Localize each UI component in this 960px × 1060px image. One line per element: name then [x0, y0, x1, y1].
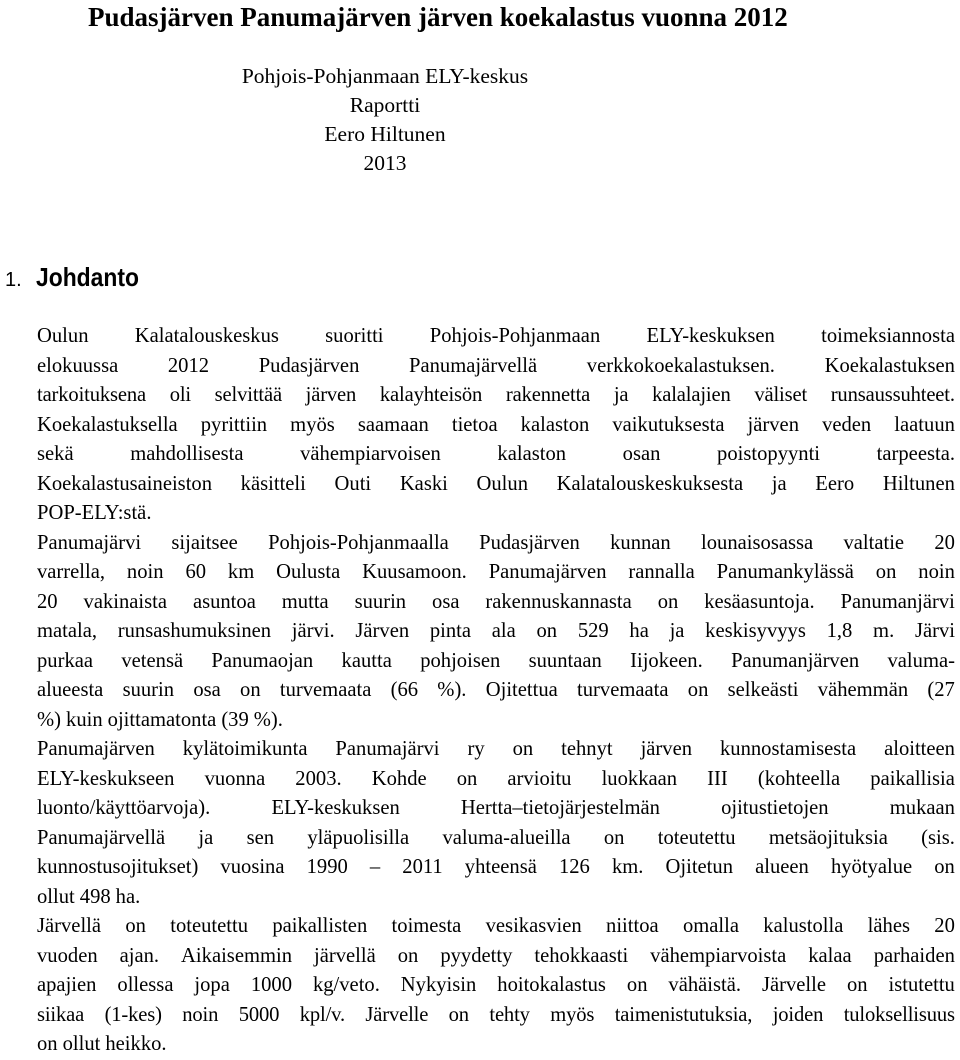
report-type: Raportti — [349, 93, 421, 117]
paragraph-line: tarkoituksena oli selvittää järven kalayhteisön rakennetta ja kalalajien väliset runsaussuhteet. — [37, 384, 955, 406]
paragraph-line: varrella, noin 60 km Oulusta Kuusamoon. Panumajärven rannalla Panumankylässä on noin — [37, 561, 955, 583]
paragraph-line: purkaa vetensä Panumaojan kautta pohjoisen suuntaan Iijokeen. Panumanjärven valuma- — [37, 649, 955, 672]
paragraph-line: vuoden ajan. Aikaisemmin järvellä on pyydetty tehokkaasti vähempiarvoista kalaa parhaiden — [37, 944, 955, 967]
paragraph — [37, 912, 955, 1060]
paragraph-line: matala, runsashumuksinen järvi. Järven pinta ala on 529 ha ja keskisyvyys 1,8 m. Järvi — [37, 620, 955, 642]
paragraph-line: Oulun Kalatalouskeskus suoritti Pohjois-Pohjanmaan ELY-keskuksen toimeksiannosta — [37, 325, 955, 347]
paragraph-line: Panumajärven kylätoimikunta Panumajärvi ry on tehnyt järven kunnostamisesta aloitteen — [37, 738, 955, 760]
paragraph — [37, 322, 955, 529]
paragraph-line: Järvellä on toteutettu paikallisten toimesta vesikasvien niittoa omalla kalustolla lähes 20 — [37, 915, 955, 937]
body-text — [37, 322, 955, 1060]
paragraph-line: POP-ELY:stä. — [37, 502, 152, 524]
paragraph-line: elokuussa 2012 Pudasjärven Panumajärvellä verkkokoekalastuksen. Koekalastuksen — [37, 354, 955, 377]
paragraph-line: alueesta suurin osa on turvemaata (66 %). Ojitettua turvemaata on selkeästi vähemmän (27 — [37, 679, 955, 701]
paragraph-line: apajien ollessa jopa 1000 kg/veto. Nykyisin hoitokalastus on vähäistä. Järvelle on istutettu — [37, 974, 955, 996]
paragraph — [37, 529, 955, 736]
section-number: 1. — [5, 269, 22, 291]
paragraph-line: siikaa (1-kes) noin 5000 kpl/v. Järvelle on tehty myös taimenistutuksia, joiden tuloksellisuus — [37, 1003, 955, 1026]
paragraph-line: ollut 498 ha. — [37, 885, 141, 908]
paragraph-line: 20 vakinaista asuntoa mutta suurin osa rakennuskannasta on kesäasuntoja. Panumanjärvi — [37, 590, 955, 613]
paragraph-line: luonto/käyttöarvoja). ELY-keskuksen Hertta–tietojärjestelmän ojitustietojen mukaan — [37, 797, 955, 819]
document-title: Pudasjärven Panumajärven järven koekalastus vuonna 2012 — [88, 2, 788, 32]
paragraph-line: Koekalastusaineiston käsitteli Outi Kaski Oulun Kalatalouskeskuksesta ja Eero Hiltunen — [37, 472, 955, 495]
paragraph-line: Panumajärvi sijaitsee Pohjois-Pohjanmaalla Pudasjärven kunnan lounaisosassa valtatie 20 — [37, 531, 955, 554]
paragraph-line: Panumajärvellä ja sen yläpuolisilla valuma-alueilla on toteutettu metsäojituksia (sis. — [37, 826, 955, 849]
section-heading — [5, 260, 153, 297]
paragraph-line: %) kuin ojittamatonta (39 %). — [37, 708, 283, 731]
paragraph-line: ELY-keskukseen vuonna 2003. Kohde on arvioitu luokkaan III (kohteella paikallisia — [37, 767, 955, 790]
organization-name: Pohjois-Pohjanmaan ELY-keskus — [241, 64, 529, 88]
report-year: 2013 — [363, 151, 407, 175]
paragraph-line: kunnostusojitukset) vuosina 1990 – 2011 yhteensä 126 km. Ojitetun alueen hyötyalue on — [37, 856, 955, 878]
author-name: Eero Hiltunen — [324, 122, 446, 146]
paragraph — [37, 735, 955, 912]
paragraph-line: Koekalastuksella pyrittiin myös saamaan tietoa kalaston vaikutuksesta järven veden laatuun — [37, 413, 955, 436]
paragraph-line: on ollut heikko. — [37, 1033, 167, 1055]
cover-block — [0, 62, 770, 178]
paragraph-line: sekä mahdollisesta vähempiarvoisen kalaston osan poistopyynti tarpeesta. — [37, 443, 955, 465]
section-title: Johdanto — [35, 262, 139, 292]
